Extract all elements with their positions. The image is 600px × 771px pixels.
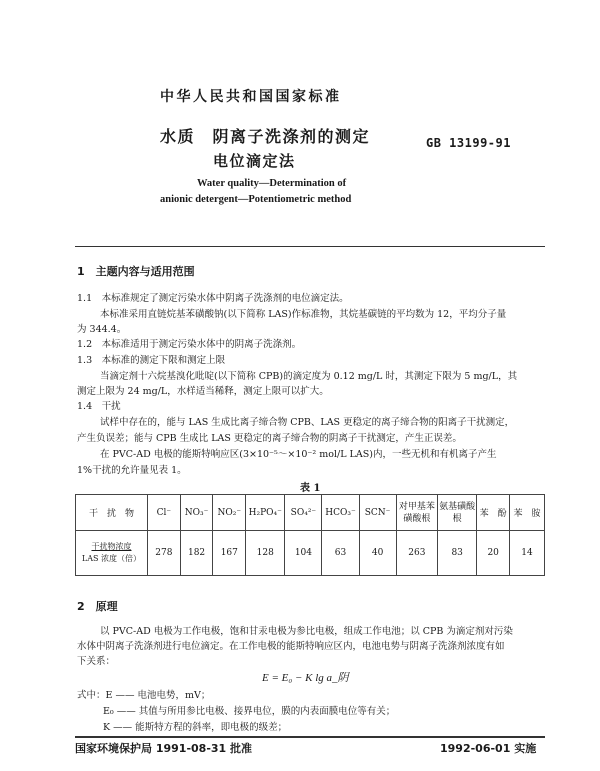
para-1-1-c: 为 344.4。 [77, 324, 127, 335]
value-cell: 14 [510, 531, 545, 576]
gb-number: GB 13199-91 [426, 136, 511, 150]
table-title: 表 1 [300, 483, 321, 494]
header-divider [75, 246, 545, 247]
value-cell: 20 [477, 531, 510, 576]
section-1-heading: 1 主题内容与适用范围 [77, 265, 195, 278]
col-header: 苯 胺 [510, 495, 545, 531]
where-line-2: E₀ —— 其值与所用参比电极、接界电位，膜的内表面膜电位等有关； [103, 706, 396, 717]
para-1-2: 1.2 本标准适用于测定污染水体中的阴离子洗涤剂。 [77, 339, 302, 350]
para-1-1: 1.1 本标准规定了测定污染水体中阴离子洗涤剂的电位滴定法。 [77, 293, 349, 304]
para-1-3: 1.3 本标准的测定下限和测定上限 [77, 355, 226, 366]
para-2-a: 以 PVC-AD 电极为工作电极，饱和甘汞电极为参比电极，组成工作电池；以 CPB 为滴定剂对污染 [100, 626, 513, 637]
document-title-line2: 电位滴定法 [213, 152, 296, 170]
implementation-date: 1992-06-01 实施 [440, 742, 537, 755]
value-cell: 128 [246, 531, 285, 576]
table-header-row [76, 495, 545, 531]
para-1-4-c: 产生负误差；能与 CPB 生成比 LAS 更稳定的离子缔合物的阴离子干扰测定，产生正误差。 [77, 433, 462, 444]
col-header: HCO₃⁻ [322, 495, 359, 531]
para-1-1-b: 本标准采用直链烷基苯磺酸钠(以下简称 LAS)作标准物，其烷基碳链的平均数为 12，平均分子量 [100, 309, 507, 320]
value-cell: 104 [285, 531, 322, 576]
para-1-4-b: 试样中存在的，能与 LAS 生成比离子缔合物 CPB、LAS 更稳定的离子缔合物的阳离子干扰测定， [100, 417, 515, 428]
para-1-4-d: 在 PVC-AD 电极的能斯特响应区(3×10⁻⁵～×10⁻² mol/L LAS)内，一些无机和有机离子产生 [100, 449, 497, 460]
row-header-cell: 干 扰 物 [76, 495, 148, 531]
where-line-3: K —— 能斯特方程的斜率，即电极的级差； [103, 722, 288, 733]
col-header: 苯 酚 [477, 495, 510, 531]
col-header: Cl⁻ [147, 495, 180, 531]
col-header: SCN⁻ [359, 495, 396, 531]
value-cell: 182 [180, 531, 213, 576]
col-header: 氨基磺酸 根 [438, 495, 477, 531]
english-title-line1: Water quality—Determination of [197, 178, 347, 189]
para-1-3-c: 测定上限为 24 mg/L，水样适当稀释，测定上限可以扩大。 [77, 386, 329, 397]
value-cell: 278 [147, 531, 180, 576]
value-row-header [76, 531, 148, 576]
col-header: SO₄²⁻ [285, 495, 322, 531]
english-title-line2: anionic detergent—Potentiometric method [160, 194, 352, 205]
value-header-line2: LAS 浓度（倍） [81, 554, 142, 563]
approval-date: 国家环境保护局 1991-08-31 批准 [75, 742, 253, 755]
footer-divider [75, 736, 545, 738]
value-cell: 40 [359, 531, 396, 576]
col-header: H₂PO₄⁻ [246, 495, 285, 531]
col-header: NO₃⁻ [180, 495, 213, 531]
para-1-3-b: 当滴定剂十六烷基溴化吡啶(以下简称 CPB)的滴定度为 0.12 mg/L 时，其测定下限为 5 mg/L，其 [100, 371, 518, 382]
para-2-b: 水体中阴离子洗涤剂进行电位滴定。在工作电极的能斯特响应区内，电池电势与阴离子洗涤剂浓度有如 [77, 641, 505, 652]
where-line-1: 式中：E —— 电池电势，mV； [77, 690, 211, 701]
para-1-4-e: 1%干扰的允许量见表 1。 [77, 465, 187, 476]
col-header: 对甲基苯磺酸根 [396, 495, 437, 531]
col-header: NO₂⁻ [213, 495, 246, 531]
standard-type-title: 中华人民共和国国家标准 [160, 89, 342, 105]
document-title-line1: 水质 阴离子洗涤剂的测定 [160, 127, 371, 146]
value-header-line1: 干扰物浓度 [91, 542, 132, 551]
value-cell: 83 [438, 531, 477, 576]
section-2-heading: 2 原理 [77, 600, 118, 613]
para-2-c: 下关系： [77, 656, 116, 667]
value-cell: 63 [322, 531, 359, 576]
value-cell: 263 [396, 531, 437, 576]
nernst-formula: E = E₀ − K lg a_阴 [262, 672, 349, 684]
interference-table [75, 494, 545, 576]
value-cell: 167 [213, 531, 246, 576]
table-row [76, 531, 545, 576]
para-1-4: 1.4 干扰 [77, 401, 121, 412]
